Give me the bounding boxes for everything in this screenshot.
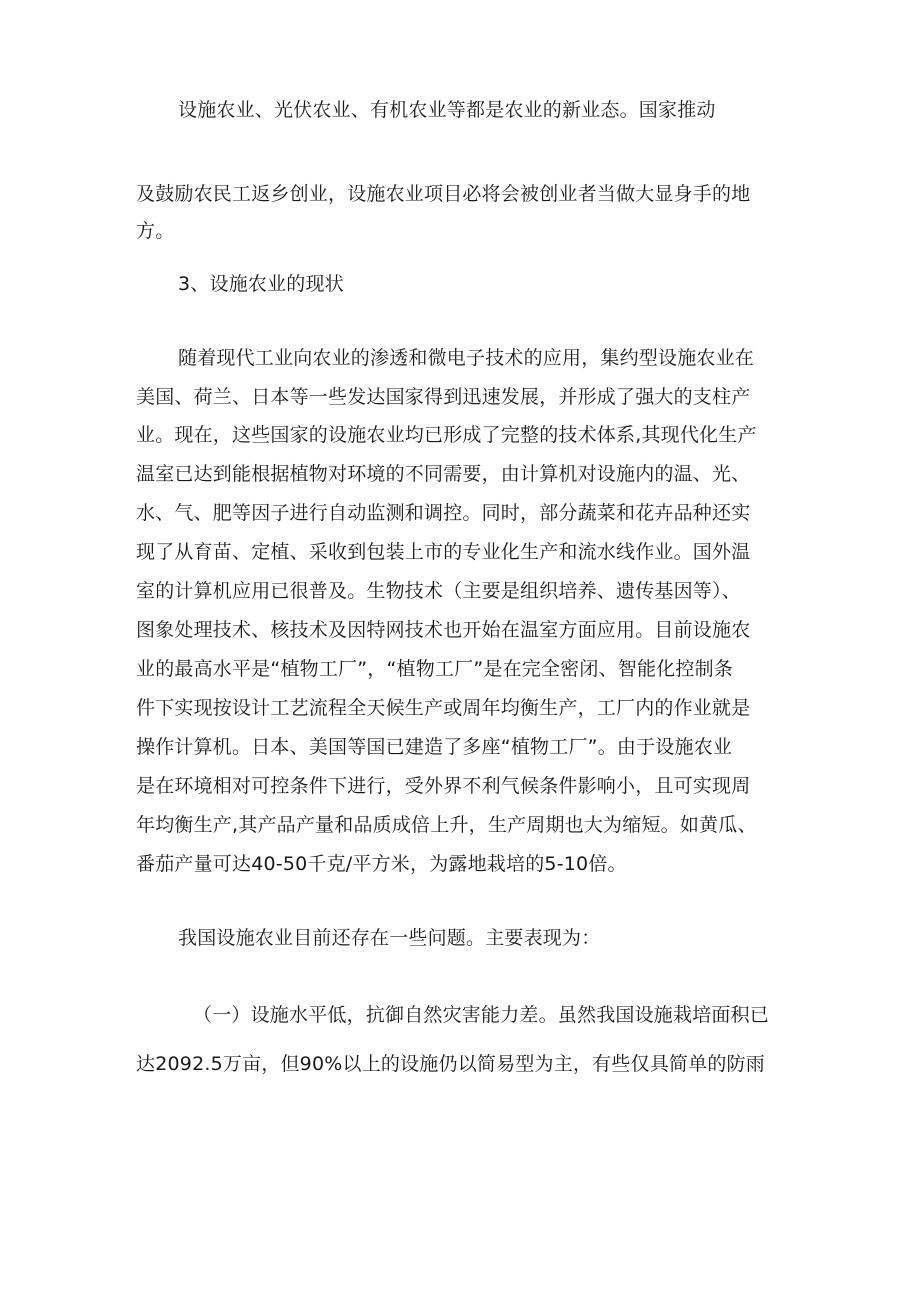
status-line-11: 操作计算机。日本、美国等国已建造了多座“植物工厂”。由于设施农业 bbox=[136, 736, 733, 758]
status-line-12: 是在环境相对可控条件下进行，受外界不利气候条件影响小，且可实现周 bbox=[136, 775, 751, 797]
status-line-1: 随着现代工业向农业的渗透和微电子技术的应用，集约型设施农业在 bbox=[178, 347, 755, 369]
intro-line-3: 方。 bbox=[136, 220, 175, 242]
status-line-6: 现了从育苗、定植、采收到包装上市的专业化生产和流水线作业。国外温 bbox=[136, 541, 751, 563]
problems-line: 我国设施农业目前还存在一些问题。主要表现为： bbox=[178, 927, 601, 949]
status-line-2: 美国、荷兰、日本等一些发达国家得到迅速发展，并形成了强大的支柱产 bbox=[136, 386, 751, 408]
item1-line-1: （一）设施水平低，抗御自然灾害能力差。虽然我国设施栽培面积已 bbox=[193, 1004, 770, 1026]
status-line-9: 业的最高水平是“植物工厂”，“植物工厂”是在完全密闭、智能化控制条 bbox=[136, 658, 733, 680]
status-line-10: 件下实现按设计工艺流程全天候生产或周年均衡生产，工厂内的作业就是 bbox=[136, 697, 751, 719]
status-line-13: 年均衡生产,其产品产量和品质成倍上升，生产周期也大为缩短。如黄瓜、 bbox=[136, 814, 757, 836]
status-line-8: 图象处理技术、核技术及因特网技术也开始在温室方面应用。目前设施农 bbox=[136, 619, 751, 641]
item1-line-2: 达2092.5万亩，但90%以上的设施仍以简易型为主，有些仅具简单的防雨 bbox=[136, 1053, 765, 1075]
status-line-3: 业。现在，这些国家的设施农业均已形成了完整的技术体系,其现代化生产 bbox=[136, 424, 757, 446]
intro-line-2: 及鼓励农民工返乡创业，设施农业项目必将会被创业者当做大显身手的地 bbox=[136, 183, 751, 205]
status-line-5: 水、气、肥等因子进行自动监测和调控。同时，部分蔬菜和花卉品种还实 bbox=[136, 502, 751, 524]
status-line-14: 番茄产量可达40-50千克/平方米，为露地栽培的5-10倍。 bbox=[136, 853, 627, 875]
section-heading: 3、设施农业的现状 bbox=[178, 273, 344, 295]
status-line-7: 室的计算机应用已很普及。生物技术（主要是组织培养、遗传基因等）、 bbox=[136, 580, 741, 602]
intro-line-1: 设施农业、光伏农业、有机农业等都是农业的新业态。国家推动 bbox=[178, 99, 716, 121]
status-line-4: 温室已达到能根据植物对环境的不同需要，由计算机对设施内的温、光、 bbox=[136, 463, 751, 485]
